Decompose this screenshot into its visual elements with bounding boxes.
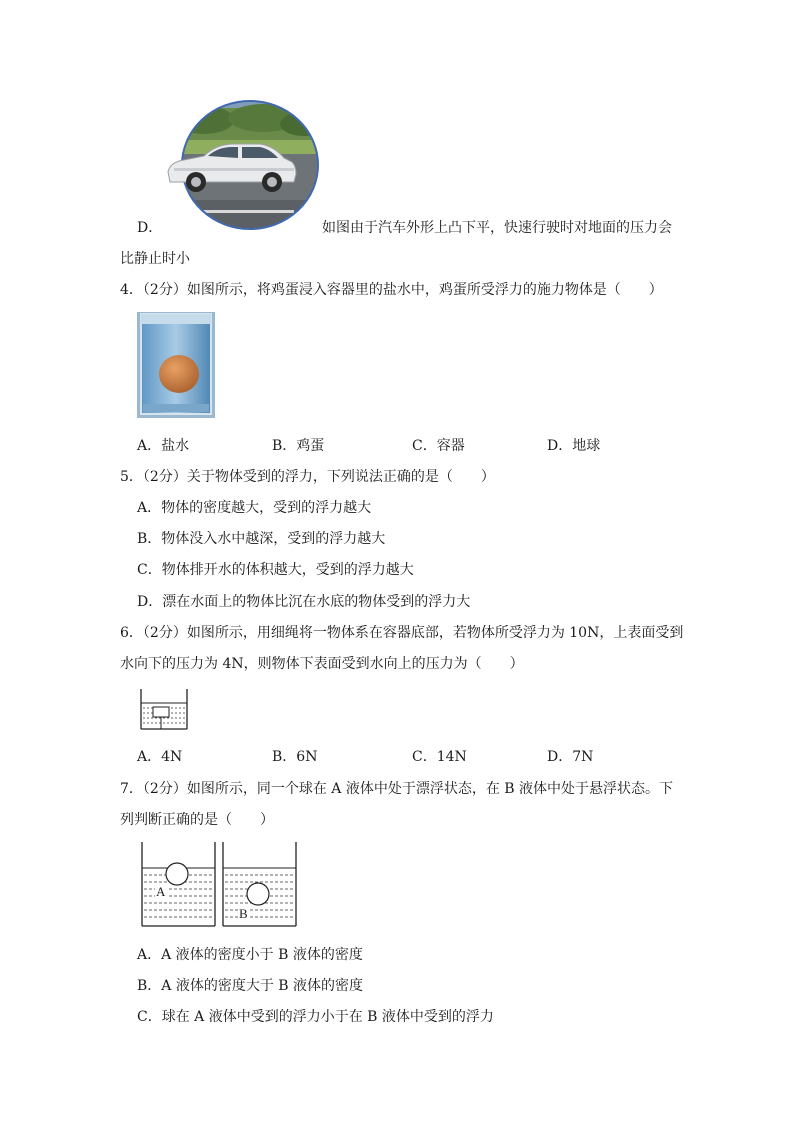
q6-container-figure bbox=[139, 689, 191, 733]
q6-stem-cont: 水向下的压力为 4N，则物体下表面受到水向上的压力为（ ） bbox=[120, 656, 524, 672]
q7-option-b[interactable]: B．A 液体的密度大于 B 液体的密度 bbox=[137, 978, 364, 994]
q7-option-a[interactable]: A．A 液体的密度小于 B 液体的密度 bbox=[137, 947, 363, 963]
q4-option-c[interactable]: C．容器 bbox=[412, 438, 465, 454]
q3-option-d-text: 如图由于汽车外形上凸下平，快速行驶时对地面的压力会 bbox=[322, 220, 672, 236]
q4-option-d[interactable]: D．地球 bbox=[547, 438, 601, 454]
q7-stem: 7．（2分）如图所示，同一个球在 A 液体中处于漂浮状态，在 B 液体中处于悬浮状态。下 bbox=[120, 781, 674, 797]
q4-option-a[interactable]: A．盐水 bbox=[137, 438, 190, 454]
car-photo bbox=[164, 100, 320, 230]
q5-stem: 5．（2分）关于物体受到的浮力，下列说法正确的是（ ） bbox=[120, 469, 495, 485]
q4-option-b[interactable]: B．鸡蛋 bbox=[272, 438, 325, 454]
q4-stem: 4．（2分）如图所示，将鸡蛋浸入容器里的盐水中，鸡蛋所受浮力的施力物体是（ ） bbox=[120, 282, 663, 298]
q5-option-d[interactable]: D．漂在水面上的物体比沉在水底的物体受到的浮力大 bbox=[137, 594, 471, 610]
q5-option-b[interactable]: B．物体没入水中越深，受到的浮力越大 bbox=[137, 531, 386, 547]
q7-label-a: A bbox=[156, 884, 166, 899]
q6-option-a[interactable]: A．4N bbox=[137, 749, 183, 765]
q6-option-d[interactable]: D．7N bbox=[547, 749, 594, 765]
q5-option-a[interactable]: A．物体的密度越大，受到的浮力越大 bbox=[137, 500, 372, 516]
q7-label-b: B bbox=[239, 906, 248, 921]
q6-option-c[interactable]: C．14N bbox=[412, 749, 467, 765]
q3-option-d-letter[interactable]: D． bbox=[137, 220, 163, 236]
q3-option-d-text-cont: 比静止时小 bbox=[120, 251, 190, 267]
q7-option-c[interactable]: C．球在 A 液体中受到的浮力小于在 B 液体中受到的浮力 bbox=[137, 1009, 494, 1025]
q7-stem-cont: 列判断正确的是（ ） bbox=[120, 812, 274, 828]
egg-beaker-photo bbox=[137, 312, 215, 418]
q5-option-c[interactable]: C．物体排开水的体积越大，受到的浮力越大 bbox=[137, 562, 414, 578]
q6-stem: 6．（2分）如图所示，用细绳将一物体系在容器底部，若物体所受浮力为 10N，上表面受到 bbox=[120, 625, 684, 641]
q6-option-b[interactable]: B．6N bbox=[272, 749, 318, 765]
q7-containers-figure bbox=[140, 842, 300, 930]
